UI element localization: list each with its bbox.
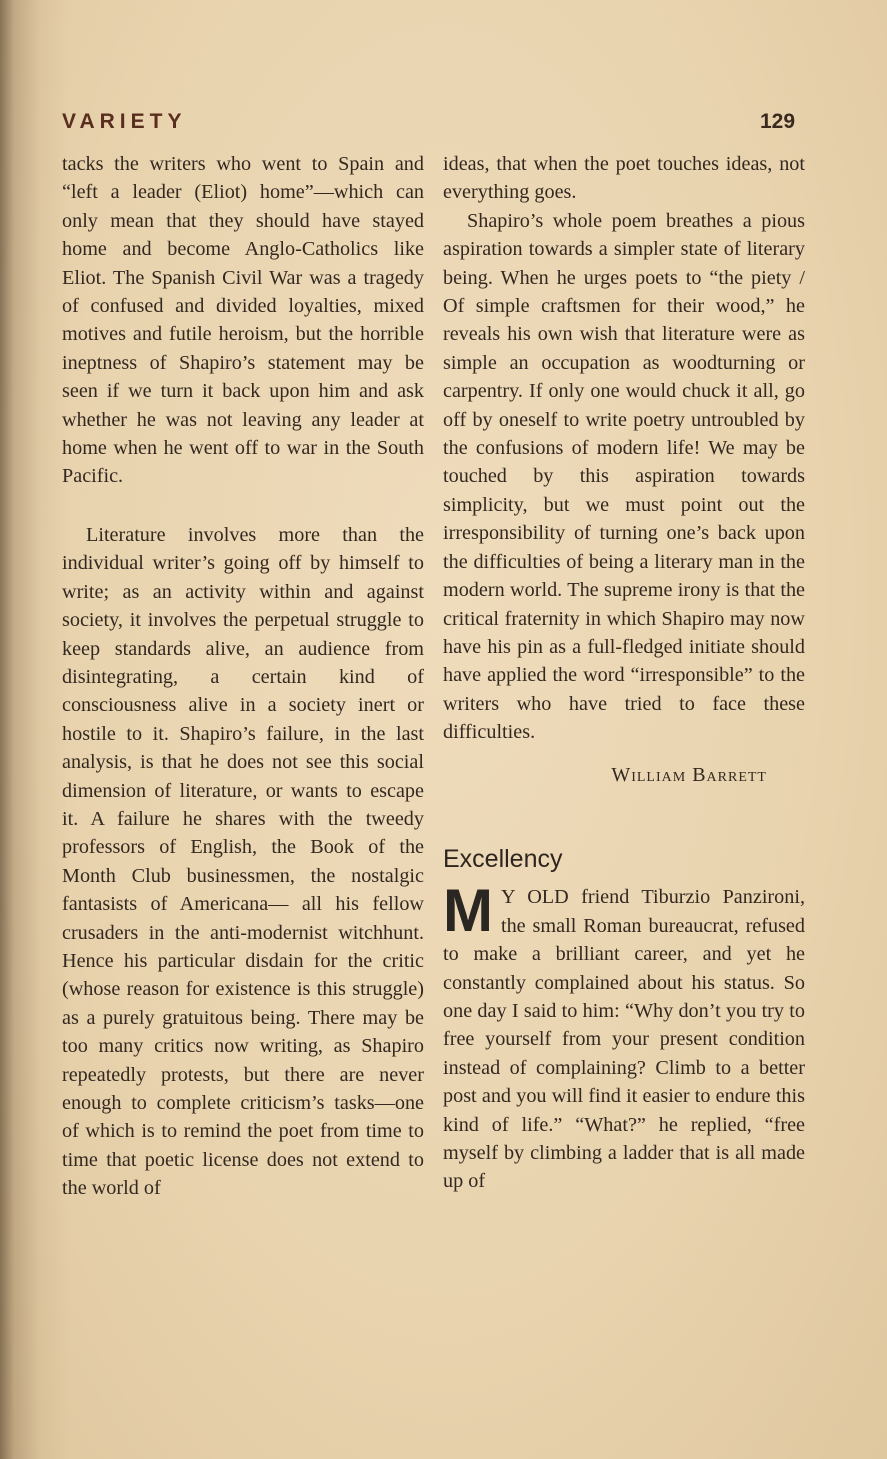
section-heading: Excellency	[443, 844, 563, 873]
paragraph-gap	[62, 491, 424, 521]
right-paragraph-3	[443, 877, 805, 1195]
page-number: 129	[760, 110, 796, 133]
running-head: VARIETY	[62, 110, 187, 133]
right-column	[443, 150, 805, 1196]
drop-cap: M	[443, 877, 493, 945]
left-column	[62, 150, 424, 1203]
right-paragraph-2: Shapiro’s whole poem breathes a pious aspiration towards a simpler state of literary being. When he urges poets to “the piety / Of simple craftsmen for their wood,” he reveals his own wish that literature were as simple an occupation as woodturning or carpentry. If only one would chuck it all, go off by oneself to write poetry untroubled by the confusions of modern life! We may be touched by this aspiration towards simplicity, but we must point out the irresponsibility of turning one’s back upon the difficulties of being a literary man in the modern world. The supreme irony is that the critical fraternity in which Shapiro may now have his pin as a full-fledged initiate should have applied the word “irresponsible” to the writers who have tried to face these difficulties.	[443, 209, 805, 744]
left-paragraph-1: tacks the writers who went to Spain and “left a leader (Eliot) home”—which can only mean that they should have stayed home and become Anglo-Catholics like Eliot. The Spanish Civil War was a tragedy of confused and divided loyalties, mixed motives and futile heroism, but the horrible ineptness of Shapiro’s statement may be seen if we turn it back upon him and ask whether he was not leaving any leader at home when he went off to war in the South Pacific.	[62, 153, 424, 488]
right-paragraph-3-text: friend Tiburzio Panzironi, the small Roman bureaucrat, refused to make a brilliant career, and yet he constantly complained about his status. So one day I said to him: “Why don’t you try to free yourself from your present condition instead of complaining? Climb to a better post and you will find it easier to endure this kind of life.” “What?” he replied, “free myself by climbing a ladder that is all made up of	[443, 886, 805, 1193]
author-signature: William Barrett	[611, 763, 767, 786]
left-paragraph-2: Literature involves more than the individual writer’s going off by himself to write; as an activity within and against society, it involves the perpetual struggle to keep standards alive, an audience from disintegrating, a certain kind of consciousness alive in a society inert or hostile to it. Shapiro’s failure, in the last analysis, is that he does not see this social dimension of literature, or wants to escape it. A failure he shares with the tweedy professors of English, the Book of the Month Club businessmen, the nostalgic fantasists of Americana— all his fellow crusaders in the anti-modernist witchhunt. Hence his particular disdain for the critic (whose reason for existence is this struggle) as a purely gratuitous being. There may be too many critics now writing, as Shapiro repeatedly protests, but there are never enough to complete criticism’s tasks—one of which is to remind the poet from time to time that poetic license does not extend to the world of	[62, 523, 424, 1200]
opening-words: Y OLD	[500, 886, 569, 909]
right-paragraph-1: ideas, that when the poet touches ideas, not everything goes.	[443, 153, 805, 204]
